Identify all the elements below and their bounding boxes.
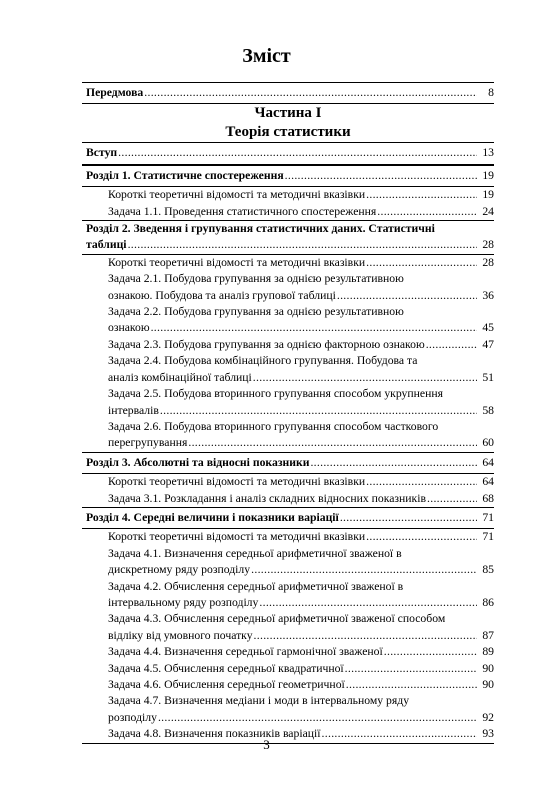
toc-page-number: 92 <box>482 710 494 724</box>
toc-entry-text: відліку від умовного початку <box>108 628 253 642</box>
toc-entry-line <box>108 353 494 369</box>
leader-dots <box>118 145 477 161</box>
toc-page-number: 93 <box>482 727 494 741</box>
toc-entry-text: ознакою <box>108 321 150 335</box>
leader-dots <box>285 168 477 184</box>
leader-dots <box>366 529 477 545</box>
toc-entry-text: ознакою. Побудова та аналіз групової таблиці <box>108 288 336 302</box>
leader-dots <box>346 677 477 693</box>
toc-subentry <box>82 677 494 693</box>
toc-page-number: 8 <box>488 86 494 99</box>
toc-entry-text: аналіз комбінаційної таблиці <box>108 370 252 384</box>
page-title: Зміст <box>242 45 291 67</box>
toc-entry-line <box>108 628 494 644</box>
toc-entry-text: Короткі теоретичні відомості та методичні вказівки <box>108 475 366 489</box>
toc-entry-text: Задача 2.5. Побудова вторинного групування способом укрупнення <box>108 387 443 401</box>
toc-entry-text: Задача 2.4. Побудова комбінаційного групування. Побудова та <box>108 354 418 368</box>
toc-entry-text: Задача 4.5. Обчислення середньої квадратичної <box>108 661 344 675</box>
toc-entry-text: Вступ <box>86 146 118 160</box>
leader-dots <box>377 204 477 220</box>
leader-dots <box>151 320 477 336</box>
toc-entry-text: Короткі теоретичні відомості та методичні вказівки <box>108 188 366 202</box>
toc-entry-text: Розділ 4. Середні величини і показники варіації <box>86 510 339 524</box>
leader-dots <box>366 187 477 203</box>
toc-entry-line <box>86 510 494 526</box>
toc-entry-line <box>108 370 494 386</box>
toc-section <box>82 507 494 529</box>
toc-page-number: 36 <box>482 288 494 302</box>
toc-page-number: 45 <box>482 321 494 335</box>
toc-entry-line <box>108 710 494 726</box>
toc-subentry <box>82 187 494 203</box>
toc-entry-text: перегрупування <box>108 436 188 450</box>
leader-dots <box>128 237 477 253</box>
toc-page-number: 28 <box>482 238 494 252</box>
toc-page-number: 19 <box>482 168 494 182</box>
toc-entry-text: Задача 3.1. Розкладання і аналіз складних відносних показників <box>108 491 427 505</box>
toc-page-number: 60 <box>482 436 494 450</box>
toc-entry-line <box>108 320 494 336</box>
leader-dots <box>310 455 477 471</box>
toc-entry-text: Задача 2.1. Побудова групування за однією результативною <box>108 272 404 286</box>
toc-page-number: 58 <box>482 403 494 417</box>
toc-subentry <box>82 204 494 220</box>
toc-entry-line <box>108 288 494 304</box>
toc-entry-line <box>108 271 494 287</box>
toc-entry-line <box>86 145 494 161</box>
toc-subentry <box>82 353 494 386</box>
leader-dots <box>384 644 477 660</box>
toc-subentry <box>82 304 494 337</box>
toc-subentry <box>82 644 494 660</box>
toc-entry-text: Короткі теоретичні відомості та методичні вказівки <box>108 530 366 544</box>
toc-subentry <box>82 419 494 452</box>
toc-page-number: 85 <box>482 563 494 577</box>
toc-entry-text: інтервалів <box>108 403 159 417</box>
toc-entry-text: Розділ 1. Статистичне спостереження <box>86 168 284 182</box>
toc-entry-text: Задача 2.2. Побудова групування за однією результативною <box>108 305 404 319</box>
toc-entry-line <box>108 386 494 402</box>
toc-entry-line <box>108 661 494 677</box>
leader-dots <box>160 403 477 419</box>
toc-entry-line <box>108 419 494 435</box>
toc-entry-line <box>86 455 494 471</box>
toc-entry-line <box>86 237 494 253</box>
toc-page-number: 71 <box>482 510 494 524</box>
toc-subentry <box>82 491 494 507</box>
table-of-contents <box>82 82 494 744</box>
toc-entry-text: Задача 4.3. Обчислення середньої арифметичної зваженої способом <box>108 612 446 626</box>
toc-entry-text: Задача 4.2. Обчислення середньої арифметичної зваженої в <box>108 579 404 593</box>
toc-entry-text: розподілу <box>108 710 157 724</box>
toc-subentry <box>82 255 494 271</box>
toc-entry-line <box>108 491 494 507</box>
toc-page-number: 89 <box>482 645 494 659</box>
toc-entry-line <box>86 221 494 237</box>
toc-page-number: 64 <box>482 455 494 469</box>
toc-entry-text: дискретному ряду розподілу <box>108 563 251 577</box>
part-heading: Частина І <box>254 105 322 122</box>
toc-entry-line <box>108 337 494 353</box>
toc-entry-line <box>108 546 494 562</box>
toc-page-number: 28 <box>482 255 494 269</box>
toc-subentry <box>82 546 494 579</box>
toc-page-number: 47 <box>482 337 494 351</box>
toc-section <box>82 452 494 474</box>
toc-entry-line <box>108 435 494 451</box>
toc-subentry <box>82 271 494 304</box>
toc-entry-text: Задача 4.6. Обчислення середньої геометричної <box>108 678 345 691</box>
leader-dots <box>158 710 477 726</box>
toc-entry-text: Задача 4.1. Визначення середньої арифметичної зваженої в <box>108 546 402 560</box>
leader-dots <box>254 628 477 644</box>
toc-entry-line <box>108 255 494 271</box>
toc-page-number: 90 <box>482 678 494 691</box>
toc-page-number: 87 <box>482 628 494 642</box>
leader-dots <box>253 370 477 386</box>
toc-subentry <box>82 474 494 490</box>
toc-page-number: 51 <box>482 370 494 384</box>
toc-entry-text: Задача 4.7. Визначення медіани і моди в інтервальному ряду <box>108 694 410 708</box>
toc-entry-line <box>108 611 494 627</box>
toc-entry-text: Задача 4.4. Визначення середньої гармонічної зваженої <box>108 645 383 659</box>
toc-page-number: 13 <box>482 146 494 160</box>
toc-entry-text: Задача 2.6. Побудова вторинного групування способом часткового <box>108 419 439 433</box>
toc-page-number: 68 <box>482 491 494 505</box>
leader-dots <box>337 288 477 304</box>
toc-subentry <box>82 611 494 644</box>
toc-entry-line <box>108 474 494 490</box>
toc-entry-line <box>86 168 494 184</box>
toc-page-number: 64 <box>482 475 494 489</box>
toc-section <box>82 82 494 104</box>
toc-entry-line <box>108 204 494 220</box>
toc-section <box>82 220 494 255</box>
toc-entry-line <box>108 644 494 660</box>
toc-entry-line <box>108 595 494 611</box>
toc-entry-text: Короткі теоретичні відомості та методичні вказівки <box>108 255 366 269</box>
toc-entry-line <box>108 579 494 595</box>
leader-dots <box>144 85 477 101</box>
toc-entry-line <box>108 187 494 203</box>
toc-entry-line <box>86 85 494 101</box>
toc-page-number: 24 <box>482 204 494 218</box>
toc-section <box>82 142 494 164</box>
toc-entry-text: Розділ 3. Абсолютні та відносні показники <box>86 455 310 469</box>
toc-page-number: 90 <box>482 661 494 675</box>
leader-dots <box>366 474 477 490</box>
toc-section <box>82 165 494 187</box>
toc-entry-text: Передмова <box>86 86 144 99</box>
toc-entry-text: Розділ 2. Зведення і групування статистичних даних. Статистичні <box>86 222 435 236</box>
leader-dots <box>188 435 477 451</box>
toc-entry-line <box>108 562 494 578</box>
part-heading: Теорія статистики <box>225 124 351 141</box>
toc-entry-line <box>108 529 494 545</box>
page-number: 3 <box>263 737 270 752</box>
toc-page-number: 71 <box>482 530 494 544</box>
toc-subentry <box>82 693 494 726</box>
toc-subentry <box>82 337 494 353</box>
leader-dots <box>259 595 477 611</box>
toc-page-number: 86 <box>482 595 494 609</box>
leader-dots <box>251 562 477 578</box>
toc-subentry <box>82 529 494 545</box>
toc-subentry <box>82 579 494 612</box>
toc-entry-line <box>108 403 494 419</box>
toc-entry-text: Задача 2.3. Побудова групування за однією факторною ознакою <box>108 337 425 351</box>
toc-subentry <box>82 661 494 677</box>
toc-entry-text: Задача 1.1. Проведення статистичного спостереження <box>108 204 377 218</box>
toc-entry-text: таблиці <box>86 238 127 252</box>
toc-entry-line <box>108 693 494 709</box>
toc-entry-line <box>108 304 494 320</box>
leader-dots <box>427 491 477 507</box>
toc-entry-line <box>108 677 494 693</box>
toc-entry-text: Задача 4.8. Визначення показників варіації <box>108 727 321 741</box>
toc-page-number: 19 <box>482 188 494 202</box>
leader-dots <box>340 510 477 526</box>
toc-subentry <box>82 386 494 419</box>
leader-dots <box>426 337 477 353</box>
toc-entry-text: інтервальному ряду розподілу <box>108 595 259 609</box>
leader-dots <box>366 255 477 271</box>
leader-dots <box>345 661 477 677</box>
